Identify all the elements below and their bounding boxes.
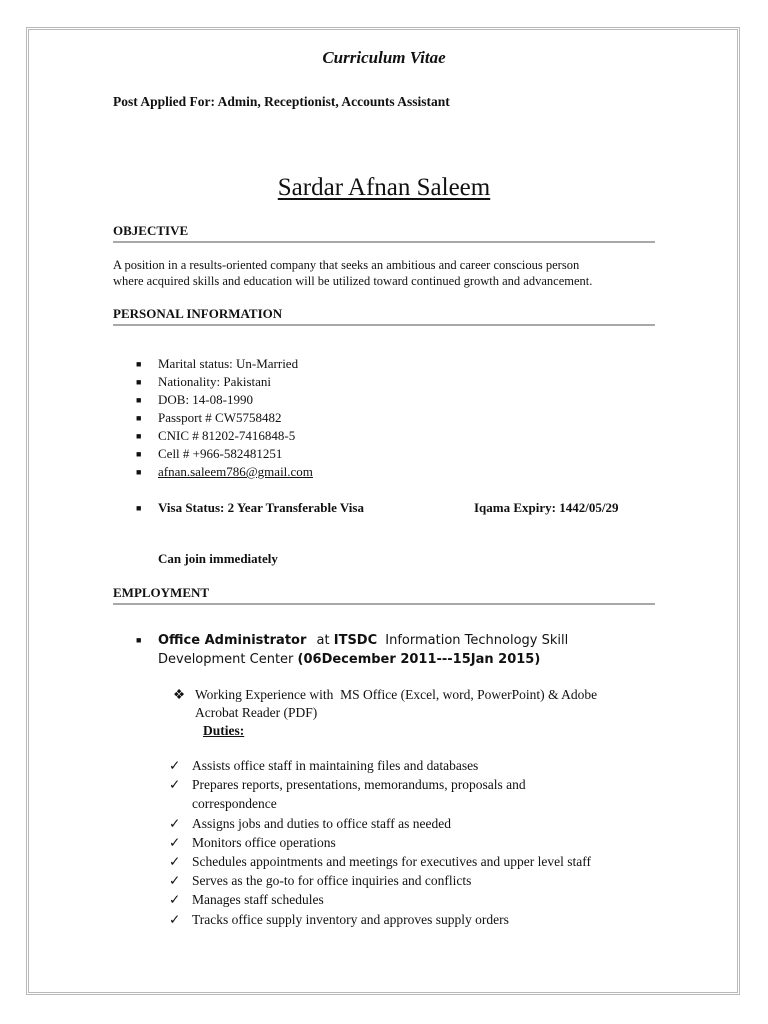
experience-line: Working Experience with MS Office (Excel, word, PowerPoint) & Adobe — [195, 687, 598, 702]
experience-block — [173, 686, 663, 740]
section-heading-personal: PERSONAL INFORMATION — [113, 306, 655, 326]
objective-line: where acquired skills and education will be utilized toward continued growth and advancement. — [113, 274, 593, 288]
bullet-icon: ■ — [136, 395, 142, 405]
visa-status: Visa Status: 2 Year Transferable Visa — [158, 500, 364, 515]
list-item: ■ DOB: 14-08-1990 — [136, 392, 253, 407]
checkmark-icon: ✓ — [169, 777, 181, 793]
employment-entry: ■ Office Administrator at ITSDC Information Technology Skill Development Center (06December 2011---15Jan 2015) — [136, 633, 569, 667]
list-item: ■ Nationality: Pakistani — [136, 374, 272, 389]
email-link[interactable]: afnan.saleem786@gmail.com — [158, 464, 313, 479]
availability-note: Can join immediately — [158, 551, 278, 566]
list-item — [136, 463, 313, 481]
list-item: ✓ Tracks office supply inventory and approves supply orders — [169, 910, 649, 929]
checkmark-icon: ✓ — [169, 854, 181, 870]
bullet-icon: ■ — [136, 467, 142, 477]
checkmark-icon: ✓ — [169, 911, 181, 927]
objective-text — [113, 257, 592, 289]
objective-line: A position in a results-oriented company that seeks an ambitious and career conscious person — [113, 258, 580, 272]
list-item: ■ Passport # CW5758482 — [136, 410, 282, 425]
checkmark-icon: ✓ — [169, 873, 181, 889]
list-item: ✓ Prepares reports, presentations, memorandums, proposals and correspondence — [169, 775, 649, 813]
visa-row — [136, 499, 618, 517]
duties-label: Duties: — [203, 723, 245, 738]
section-heading-employment: EMPLOYMENT — [113, 585, 655, 605]
checkmark-icon: ✓ — [169, 815, 181, 831]
personal-info-list — [136, 355, 313, 481]
section-heading-objective: OBJECTIVE — [113, 223, 655, 243]
bullet-icon: ■ — [136, 449, 142, 459]
checkmark-icon: ✓ — [169, 758, 181, 773]
list-item: ✓ Serves as the go-to for office inquiries and conflicts — [169, 871, 649, 890]
checkmark-icon: ✓ — [169, 834, 181, 850]
list-item: ■ CNIC # 81202-7416848-5 — [136, 428, 296, 443]
list-item: ■ Cell # +966-582481251 — [136, 446, 283, 461]
checkmark-icon: ✓ — [169, 892, 181, 908]
document-title: Curriculum Vitae — [322, 48, 446, 67]
list-item: ✓ Manages staff schedules — [169, 890, 649, 909]
bullet-icon: ■ — [136, 503, 142, 513]
bullet-icon: ■ — [136, 359, 142, 369]
list-item: ■ Marital status: Un-Married — [136, 356, 299, 371]
post-applied: Post Applied For: Admin, Receptionist, Accounts Assistant — [113, 94, 450, 109]
iqama-expiry: Iqama Expiry: 1442/05/29 — [474, 500, 619, 515]
bullet-icon: ■ — [136, 635, 142, 645]
company-full: Information Technology Skill Development Center — [158, 633, 569, 667]
bullet-icon: ■ — [136, 413, 142, 423]
list-item: ✓ Schedules appointments and meetings for executives and upper level staff — [169, 852, 649, 871]
list-item: ✓ Monitors office operations — [169, 833, 649, 852]
duties-list — [169, 756, 649, 929]
employment-period: (06December 2011---15Jan 2015) — [297, 652, 541, 667]
job-title: Office Administrator — [158, 633, 307, 648]
candidate-name: Sardar Afnan Saleem — [277, 174, 491, 201]
diamond-bullet-icon: ❖ — [173, 687, 186, 702]
list-item: ✓ Assigns jobs and duties to office staff as needed — [169, 814, 649, 833]
list-item: ✓ Assists office staff in maintaining files and databases — [169, 756, 649, 775]
experience-line: Acrobat Reader (PDF) — [195, 705, 318, 720]
company-short: ITSDC — [333, 633, 378, 648]
bullet-icon: ■ — [136, 377, 142, 387]
bullet-icon: ■ — [136, 431, 142, 441]
